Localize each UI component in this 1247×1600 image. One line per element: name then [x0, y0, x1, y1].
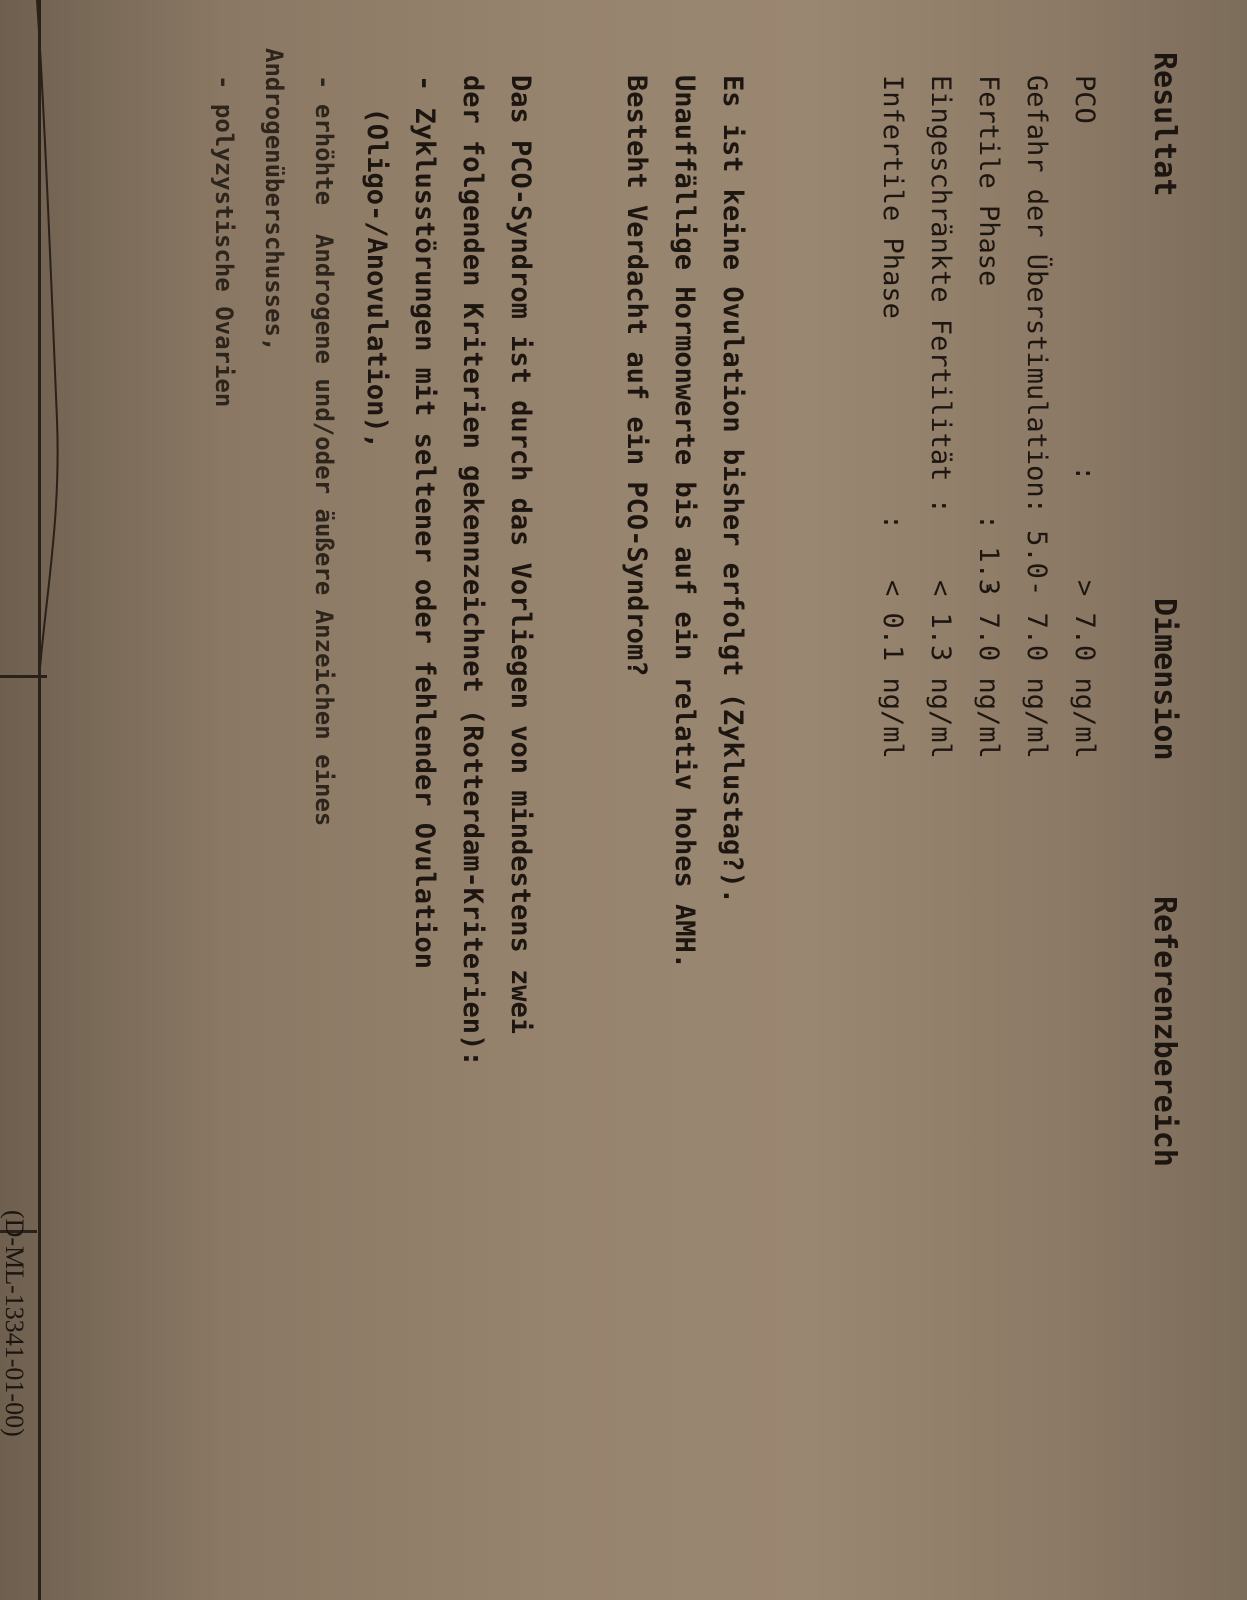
criteria-line: - polyzystische Ovarien	[210, 75, 238, 408]
note-line: Es ist keine Ovulation bisher erfolgt (Zyklustag?).	[717, 75, 748, 905]
reference-label: Fertile Phase : 1.3	[973, 75, 1004, 596]
reference-label: Eingeschränkte Fertilität :	[925, 75, 956, 514]
frame-line	[38, 0, 41, 1600]
column-header-resultat: Resultat	[1147, 52, 1182, 197]
reference-value: < 1.3 ng/ml	[925, 580, 956, 759]
document-code: (D-ML-13341-01-00)	[0, 1210, 29, 1437]
reference-value: > 7.0 ng/ml	[1069, 580, 1100, 759]
note-line: Unauffällige Hormonwerte bis auf ein relativ hohes AMH.	[669, 75, 700, 970]
reference-value: - 7.0 ng/ml	[973, 580, 1004, 759]
reference-label: PCO :	[1069, 75, 1100, 482]
reference-label: Gefahr der Überstimulation: 5.0	[1021, 75, 1052, 579]
criteria-line: der folgenden Kriterien gekennzeichnet (Rotterdam-Kriterien):	[457, 75, 488, 1067]
column-header-referenzbereich: Referenzbereich	[1147, 896, 1182, 1167]
note-line: Besteht Verdacht auf ein PCO-Syndrom?	[621, 75, 652, 677]
criteria-line: Das PCO-Syndrom ist durch das Vorliegen von mindestens zwei	[505, 75, 536, 1035]
criteria-line: (Oligo-/Anovulation),	[361, 75, 392, 449]
reference-value: - 7.0 ng/ml	[1021, 580, 1052, 759]
reference-value: < 0.1 ng/ml	[877, 580, 908, 759]
frame-tick	[0, 675, 47, 678]
reference-label: Infertile Phase :	[877, 75, 908, 531]
border-curve	[17, 0, 97, 700]
criteria-line: - erhöhte Androgene und/oder äußere Anzeichen eines	[310, 75, 338, 827]
column-header-dimension: Dimension	[1147, 598, 1182, 761]
criteria-line: Androgenüberschusses,	[260, 48, 288, 352]
criteria-line: - Zyklusstörungen mit seltener oder fehlender Ovulation	[409, 75, 440, 970]
